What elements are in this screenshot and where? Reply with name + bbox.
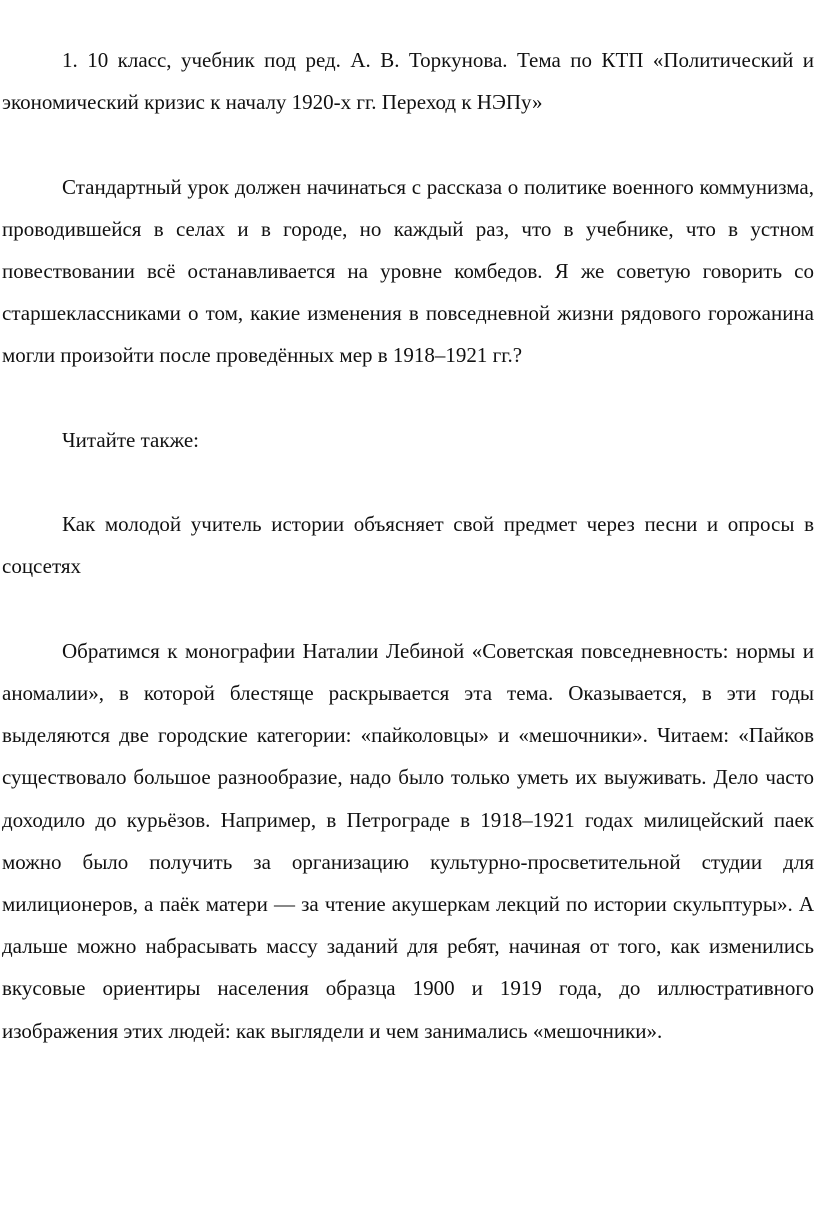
- related-article-link[interactable]: Как молодой учитель истории объясняет свой предмет через песни и опросы в соцсетях: [2, 512, 814, 579]
- lesson-topic-paragraph: 1. 10 класс, учебник под ред. А. В. Торкунова. Тема по КТП «Политический и экономический кризис к началу 1920-х гг. Переход к НЭПу»: [2, 48, 814, 115]
- read-also-heading: Читайте также:: [62, 427, 199, 452]
- standard-lesson-paragraph: Стандартный урок должен начинаться с рассказа о политике военного коммунизма, проводившейся в селах и в городе, но каждый раз, что в учебнике, что в устном повествовании всё останавливается на уровне комбедов. Я же советую говорить со старшеклассниками о том, какие изменения в повседневной жизни рядового горожанина могли произойти после проведённых мер в 1918–1921 гг.?: [2, 174, 814, 368]
- monograph-paragraph: Обратимся к монографии Наталии Лебиной «Советская повседневность: нормы и аномалии», в которой блестяще раскрывается эта тема. Оказывается, в эти годы выделяются две городские категории: «пайколовцы» и «мешочники». Читаем: «Пайков существовало большое разнообразие, надо было только уметь их выуживать. Дело часто доходило до курьёзов. Например, в Петрограде в 1918–1921 годах милицейский паек можно было получить за организацию культурно-просветительной студии для милиционеров, а паёк матери — за чтение акушеркам лекций по истории скульптуры». А дальше можно набрасывать массу заданий для ребят, начиная от того, как изменились вкусовые ориентиры населения образца 1900 и 1919 года, до иллюстративного изображения этих людей: как выглядели и чем занимались «мешочники».: [2, 638, 814, 1043]
- paragraph-spacer: [2, 123, 814, 165]
- paragraph-spacer: [2, 461, 814, 503]
- paragraph-spacer: [2, 377, 814, 419]
- paragraph-spacer: [2, 588, 814, 630]
